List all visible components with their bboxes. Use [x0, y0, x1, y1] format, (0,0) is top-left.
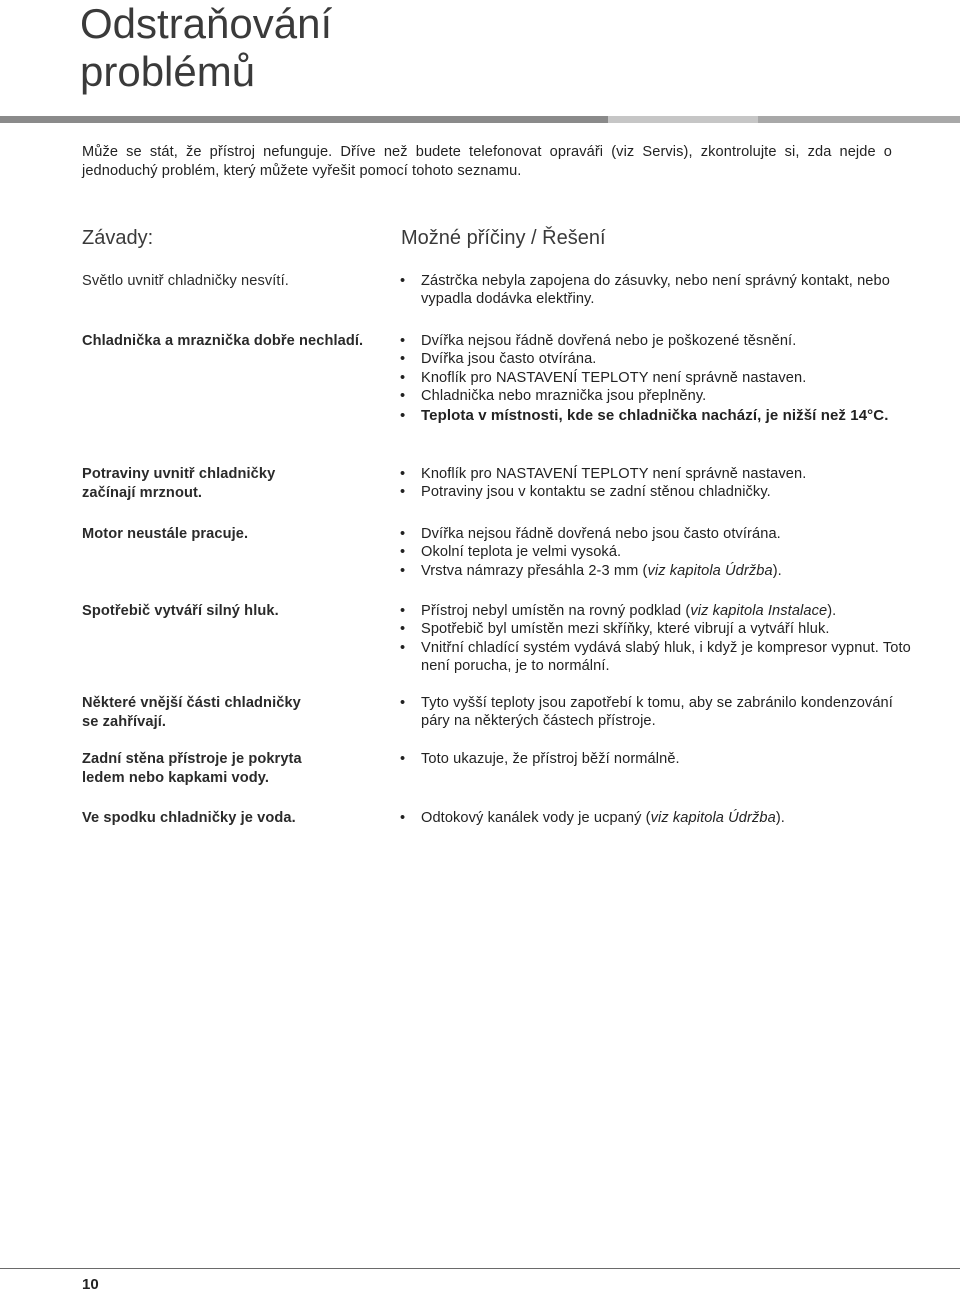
cause-list [400, 694, 920, 731]
cause-item [400, 387, 920, 405]
fault-label-line: Některé vnější části chladničky [82, 695, 301, 711]
cause-list [400, 809, 920, 827]
cause-text: Teplota v místnosti, kde se chladnička nachází, je nižší než 14°C. [421, 406, 889, 424]
fault-label-line: Světlo uvnitř chladničky nesvítí. [82, 273, 289, 289]
cause-item [400, 750, 920, 768]
intro-paragraph: Může se stát, že přístroj nefunguje. Dříve než budete telefonovat opraváři (viz Servis), zkontrolujte si, zda nejde o jednoduchý problém, který můžete vyřešit pomocí tohoto seznamu. [82, 144, 892, 179]
fault-label-line: začínají mrznout. [82, 485, 203, 501]
faults-heading: Závady: [82, 227, 154, 249]
cause-item [400, 620, 920, 638]
cause-item [400, 525, 920, 543]
bar-segment-light [608, 116, 758, 123]
fault-label [82, 272, 402, 291]
fault-label [82, 809, 402, 828]
cause-text: Potraviny jsou v kontaktu se zadní stěnou chladničky. [421, 484, 771, 501]
bullet-icon: • [400, 695, 406, 711]
cause-text: Dvířka jsou často otvírána. [421, 351, 597, 368]
cause-list [400, 602, 920, 676]
cause-text: ). [772, 562, 782, 579]
bullet-icon: • [400, 639, 406, 656]
cause-list [400, 465, 920, 502]
cause-text: Vnitřní chladící systém vydává slabý hluk, i když je kompresor vypnut. Toto není porucha, je to normální. [421, 639, 911, 675]
cause-list [400, 750, 920, 768]
fault-label-line: Chladnička a mraznička dobře nechladí. [82, 333, 364, 349]
cause-item [400, 694, 920, 731]
fault-label-line: se zahřívají. [82, 714, 167, 730]
cause-text: Knoflík pro NASTAVENÍ TEPLOTY není správně nastaven. [421, 466, 807, 482]
page-title-line-2: problémů [80, 48, 256, 95]
cause-list [400, 332, 920, 425]
bullet-icon: • [400, 273, 406, 289]
fault-label-line: Spotřebič vytváří silný hluk. [82, 603, 279, 619]
cause-item [400, 350, 920, 368]
cause-item [400, 483, 920, 501]
bullet-icon: • [400, 333, 406, 349]
cause-item [400, 602, 920, 620]
cause-text: Chladnička nebo mraznička jsou přeplněny. [421, 388, 707, 405]
fault-label-line: Motor neustále pracuje. [82, 526, 249, 542]
cause-text: Okolní teplota je velmi vysoká. [421, 544, 622, 561]
page-number: 10 [82, 1276, 99, 1293]
bullet-icon: • [400, 544, 406, 561]
bullet-icon: • [400, 562, 406, 579]
cause-text: Dvířka nejsou řádně dovřená nebo jsou často otvírána. [421, 526, 781, 542]
bar-segment-dark [0, 116, 608, 123]
bar-segment-mid [758, 116, 960, 123]
bullet-icon: • [400, 406, 406, 424]
bullet-icon: • [400, 369, 406, 386]
cause-text: Zástrčka nebyla zapojena do zásuvky, nebo není správný kontakt, nebo vypadla dodávka elektřiny. [421, 273, 890, 308]
fault-label-line: Ve spodku chladničky je voda. [82, 810, 296, 826]
cause-text: Vrstva námrazy přesáhla 2-3 mm ( [421, 562, 648, 579]
cause-reference: viz kapitola Údržba [647, 562, 773, 579]
cause-text: Tyto vyšší teploty jsou zapotřebí k tomu, aby se zabránilo kondenzování páry na některých částech přístroje. [421, 695, 893, 730]
bullet-icon: • [400, 388, 406, 405]
cause-item [400, 639, 920, 676]
fault-label [82, 525, 402, 544]
cause-item [400, 543, 920, 561]
fault-label [82, 465, 402, 503]
fault-label-line: Potraviny uvnitř chladničky [82, 466, 276, 482]
cause-text: Přístroj nebyl umístěn na rovný podklad ( [421, 603, 691, 619]
bullet-icon: • [400, 484, 406, 501]
cause-item [400, 562, 920, 580]
bullet-icon: • [400, 621, 406, 638]
cause-item [400, 809, 920, 827]
bullet-icon: • [400, 526, 406, 542]
cause-item [400, 465, 920, 483]
fault-label [82, 332, 402, 351]
page-title-line-1: Odstraňování [80, 0, 333, 47]
cause-text: ). [775, 810, 785, 826]
cause-reference: viz kapitola Instalace [690, 603, 828, 619]
fault-label-line: Zadní stěna přístroje je pokryta [82, 751, 302, 767]
cause-item [400, 272, 920, 309]
causes-heading: Možné příčiny / Řešení [401, 227, 606, 249]
cause-item [400, 406, 920, 425]
cause-text: Dvířka nejsou řádně dovřená nebo je poškozené těsnění. [421, 333, 797, 349]
cause-text: ). [827, 603, 837, 619]
fault-label-line: ledem nebo kapkami vody. [82, 770, 270, 786]
fault-label [82, 750, 402, 788]
bullet-icon: • [400, 466, 406, 482]
cause-list [400, 272, 920, 309]
cause-item [400, 369, 920, 387]
bullet-icon: • [400, 351, 406, 368]
page-title [80, 0, 640, 96]
fault-label [82, 694, 402, 732]
cause-text: Odtokový kanálek vody je ucpaný ( [421, 810, 651, 826]
cause-list [400, 525, 920, 580]
cause-text: Toto ukazuje, že přístroj běží normálně. [421, 751, 680, 767]
bullet-icon: • [400, 751, 406, 767]
footer-rule [0, 1268, 960, 1269]
bullet-icon: • [400, 810, 406, 826]
cause-item [400, 332, 920, 350]
cause-text: Knoflík pro NASTAVENÍ TEPLOTY není správně nastaven. [421, 369, 807, 386]
cause-reference: viz kapitola Údržba [650, 810, 776, 826]
fault-label [82, 602, 402, 621]
bullet-icon: • [400, 603, 406, 619]
cause-text: Spotřebič byl umístěn mezi skříňky, které vibrují a vytváří hluk. [421, 621, 830, 638]
